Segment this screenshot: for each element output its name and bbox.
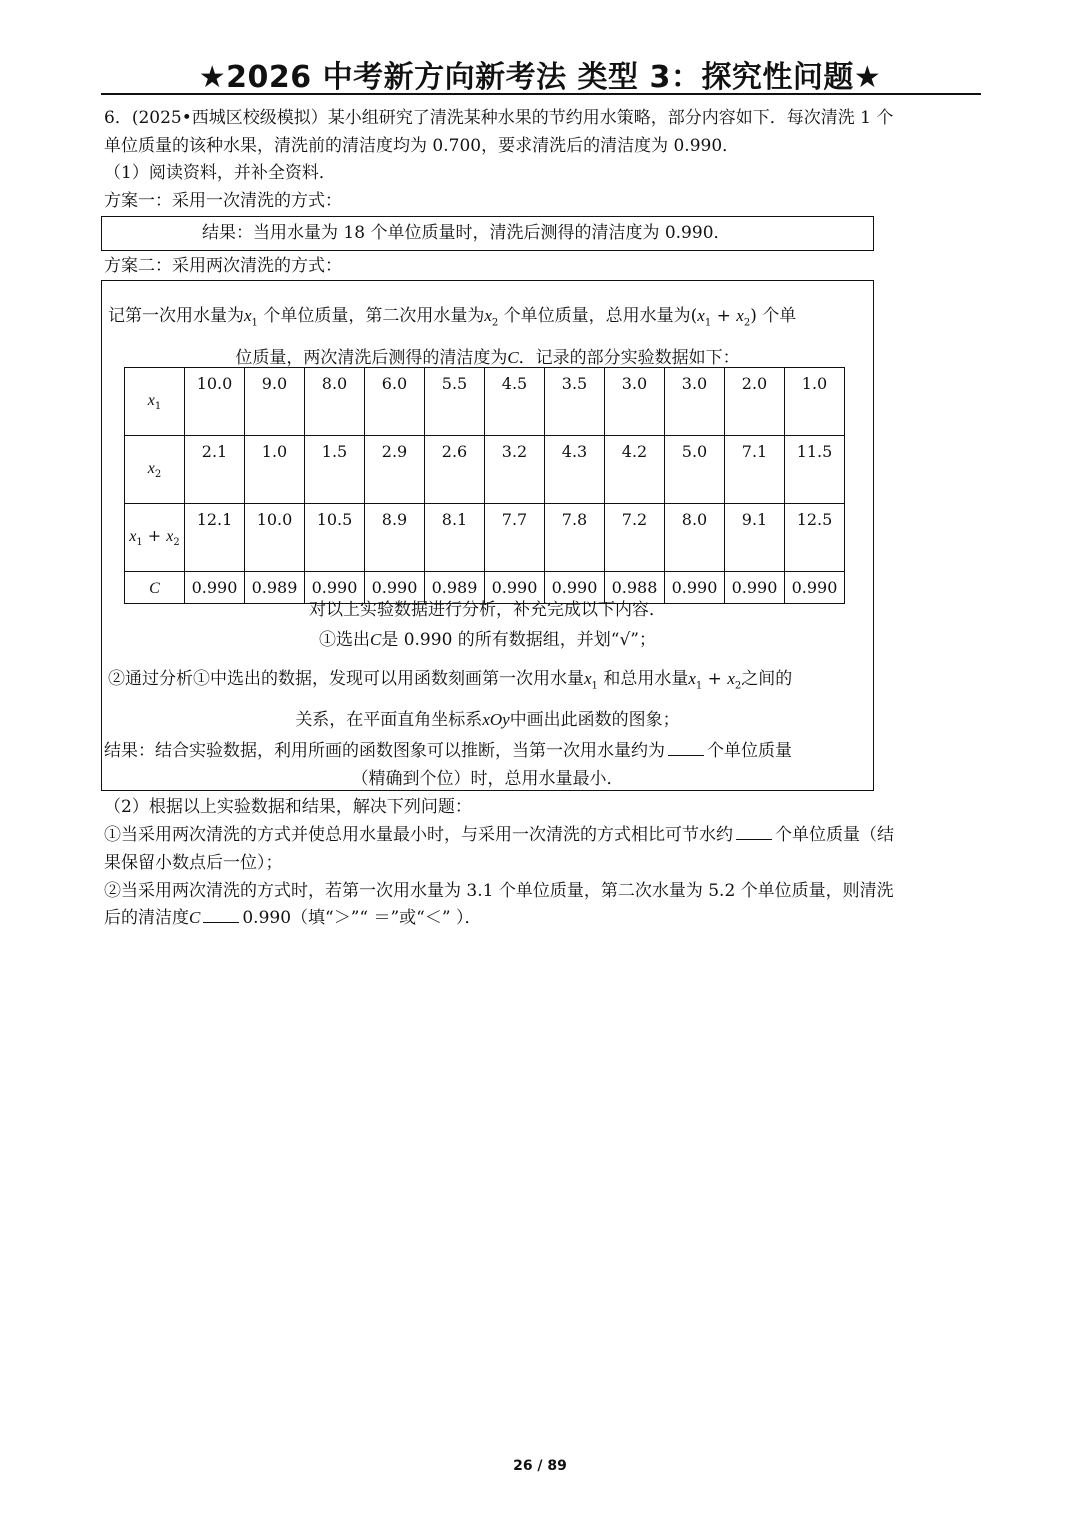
analysis-line: 对以上实验数据进行分析，补充完成以下内容． [309, 600, 666, 620]
part-2-heading: （2）根据以上实验数据和结果，解决下列问题： [104, 797, 472, 817]
part-2-q2-line-2: 后的清洁度C 0.990（填“＞”“ ＝”或“＜” ）． [104, 908, 482, 928]
page-header-title: ★2026 中考新方向新考法 类型 3：探究性问题★ [198, 60, 882, 95]
table-cell: 9.1 [725, 504, 785, 572]
table-cell: 12.5 [785, 504, 845, 572]
table-cell: 8.1 [425, 504, 485, 572]
table-cell: 7.2 [605, 504, 665, 572]
plan-2-box [101, 280, 874, 791]
table-cell: 8.9 [365, 504, 425, 572]
table-cell: 3.0 [605, 368, 665, 436]
part-2-q1-line-1: ①当采用两次清洗的方式并使总用水量最小时，与采用一次清洗的方式相比可节水约 个单位质量（结 [104, 825, 894, 845]
page-number: 26 / 89 [513, 1458, 567, 1474]
table-cell: 1.0 [245, 436, 305, 504]
table-cell: 0.990 [665, 572, 725, 604]
plan-2-line-2: 位质量，两次清洗后测得的清洁度为C．记录的部分实验数据如下： [235, 348, 740, 368]
table-cell: 1.5 [305, 436, 365, 504]
answer-blank-1[interactable] [668, 755, 704, 756]
row-header-c: C [125, 572, 185, 604]
part-2-q2-line-1: ②当采用两次清洗的方式时，若第一次用水量为 3.1 个单位质量，第二次水量为 5.2 个单位质量，则清洗 [104, 881, 894, 901]
row-header-x1: $x_1$ [125, 368, 185, 436]
table-cell: 7.7 [485, 504, 545, 572]
intro-line-1: 6．(2025•西城区校级模拟）某小组研究了清洗某种水果的节约用水策略，部分内容如下．每次清洗 1 个 [104, 108, 894, 128]
result-line: 结果：结合实验数据，利用所画的函数图象可以推断，当第一次用水量约为 个单位质量 [104, 741, 792, 761]
step-2-line: ②通过分析①中选出的数据，发现可以用函数刻画第一次用水量$x_1$ 和总用水量$x_1 + x_2$之间的 [108, 669, 793, 692]
table-cell: 0.990 [485, 572, 545, 604]
table-cell: 4.2 [605, 436, 665, 504]
table-cell: 3.2 [485, 436, 545, 504]
table-cell: 3.0 [665, 368, 725, 436]
table-cell: 2.0 [725, 368, 785, 436]
table-cell: 0.990 [785, 572, 845, 604]
row-header-x2: $x_2$ [125, 436, 185, 504]
table-cell: 5.5 [425, 368, 485, 436]
table-cell: 0.988 [605, 572, 665, 604]
table-cell: 8.0 [305, 368, 365, 436]
table-cell: 4.3 [545, 436, 605, 504]
part-2-q1-line-2: 果保留小数点后一位）； [104, 853, 283, 873]
table-cell: 1.0 [785, 368, 845, 436]
table-cell: 2.1 [185, 436, 245, 504]
table-cell: 6.0 [365, 368, 425, 436]
answer-blank-3[interactable] [203, 922, 239, 923]
table-cell: 11.5 [785, 436, 845, 504]
table-cell: 7.1 [725, 436, 785, 504]
experiment-data-table [124, 367, 845, 604]
table-cell: 8.0 [665, 504, 725, 572]
table-row-sum [125, 504, 845, 572]
result-line-2: （精确到个位）时，总用水量最小． [351, 769, 624, 789]
step-2-line-2: 关系，在平面直角坐标系xOy中画出此函数的图象； [295, 710, 680, 730]
row-header-sum: $x_1 + x_2$ [125, 504, 185, 572]
table-cell: 9.0 [245, 368, 305, 436]
plan-2-line-1: 记第一次用水量为$x_1$ 个单位质量，第二次用水量为$x_2$ 个单位质量，总用水量为$(x_1 + x_2)$ 个单 [108, 306, 797, 329]
table-cell: 2.6 [425, 436, 485, 504]
step-1-line: ①选出C是 0.990 的所有数据组，并划“√”； [318, 630, 657, 650]
table-cell: 10.5 [305, 504, 365, 572]
plan-1-result: 结果：当用水量为 18 个单位质量时，清洗后测得的清洁度为 0.990． [202, 223, 731, 243]
table-cell: 0.990 [185, 572, 245, 604]
answer-blank-2[interactable] [736, 839, 772, 840]
table-cell: 4.5 [485, 368, 545, 436]
table-cell: 0.990 [305, 572, 365, 604]
plan-1-result-box [101, 216, 874, 251]
table-cell: 0.989 [245, 572, 305, 604]
table-cell: 3.5 [545, 368, 605, 436]
plan-2-title: 方案二：采用两次清洗的方式： [104, 256, 342, 276]
header-rule [101, 93, 981, 95]
intro-line-2: 单位质量的该种水果，清洗前的清洁度均为 0.700，要求清洗后的清洁度为 0.990． [104, 136, 740, 156]
table-cell: 7.8 [545, 504, 605, 572]
table-cell: 5.0 [665, 436, 725, 504]
plan-1-title: 方案一：采用一次清洗的方式： [104, 191, 342, 211]
table-cell: 0.989 [425, 572, 485, 604]
table-row-x2 [125, 436, 845, 504]
table-cell: 2.9 [365, 436, 425, 504]
part-1-heading: （1）阅读资料，并补全资料． [104, 163, 336, 183]
table-cell: 0.990 [545, 572, 605, 604]
table-cell: 10.0 [185, 368, 245, 436]
table-cell: 0.990 [725, 572, 785, 604]
table-cell: 0.990 [365, 572, 425, 604]
table-cell: 12.1 [185, 504, 245, 572]
table-cell: 10.0 [245, 504, 305, 572]
table-row-x1 [125, 368, 845, 436]
